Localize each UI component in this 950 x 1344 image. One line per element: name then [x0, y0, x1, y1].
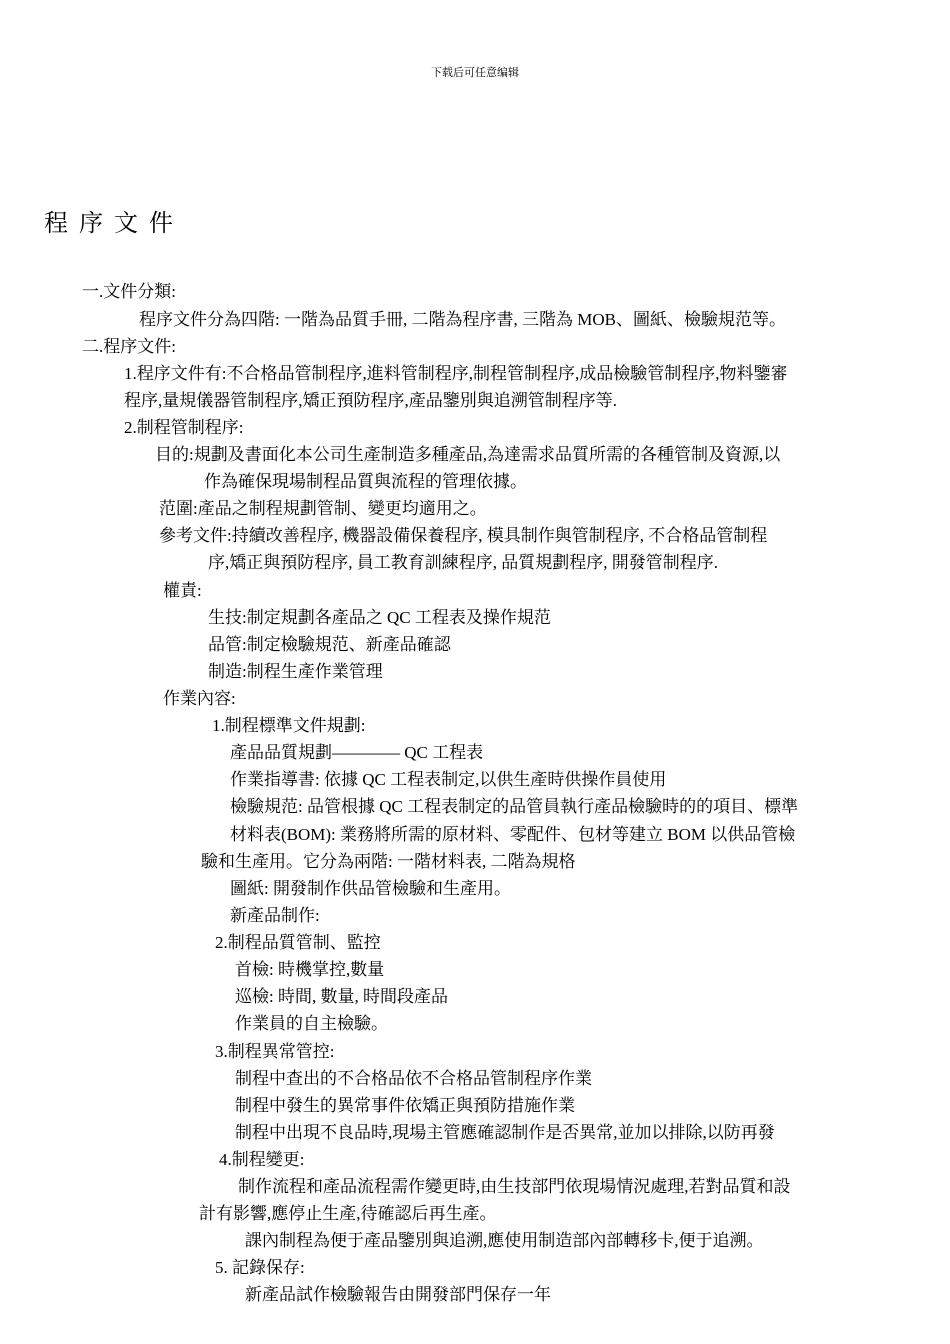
subsection-heading: 權責:	[163, 581, 202, 600]
paragraph-line: 計有影響,應停止生產,待確認后再生產。	[199, 1204, 497, 1223]
paragraph-line: 制程中出現不良品時,現場主管應確認制作是否異常,並加以排除,以防再發	[235, 1123, 775, 1142]
paragraph-line: 新產品制作:	[230, 906, 320, 925]
paragraph-line: 目的:規劃及書面化本公司生產制造多種產品,為達需求品質所需的各種管制及資源,以	[155, 445, 781, 464]
paragraph-line: 作業員的自主檢驗。	[235, 1014, 388, 1033]
paragraph-line: 程序文件分為四階: 一階為品質手冊, 二階為程序書, 三階為 MOB、圖紙、檢驗規范等。	[139, 310, 786, 329]
list-heading: 5. 記錄保存:	[215, 1258, 305, 1277]
paragraph-line: 巡檢: 時間, 數量, 時間段產品	[235, 987, 448, 1006]
subsection-heading: 2.制程管制程序:	[124, 418, 244, 437]
subsection-heading: 作業內容:	[163, 689, 236, 708]
section-heading: 二.程序文件:	[82, 337, 176, 356]
list-heading: 3.制程異常管控:	[215, 1042, 335, 1061]
paragraph-line: 圖紙: 開發制作供品管檢驗和生產用。	[230, 879, 511, 898]
paragraph-line: 制造:制程生產作業管理	[208, 662, 383, 681]
paragraph-line: 作為確保現場制程品質與流程的管理依據。	[204, 472, 527, 491]
paragraph-line: 范圍:產品之制程規劃管制、變更均適用之。	[159, 499, 487, 518]
paragraph-line: 制程中查出的不合格品依不合格品管制程序作業	[235, 1069, 592, 1088]
paragraph-line: 檢驗規范: 品管根據 QC 工程表制定的品管員執行產品檢驗時的的項目、標準	[230, 797, 799, 816]
paragraph-line: 新產品試作檢驗報告由開發部門保存一年	[245, 1285, 551, 1304]
paragraph-line: 1.程序文件有:不合格品管制程序,進料管制程序,制程管制程序,成品檢驗管制程序,物料鑒審	[124, 364, 788, 383]
paragraph-line: 產品品質規劃———— QC 工程表	[230, 743, 484, 762]
paragraph-line: 制程中發生的異常事件依矯正與預防措施作業	[235, 1096, 575, 1115]
paragraph-line: 制作流程和產品流程需作變更時,由生技部門依現場情況處理,若對品質和設	[238, 1177, 791, 1196]
paragraph-line: 材料表(BOM): 業務將所需的原材料、零配件、包材等建立 BOM 以供品管檢	[230, 825, 796, 844]
paragraph-line: 課內制程為便于產品鑒別與追溯,應使用制造部內部轉移卡,便于追溯。	[245, 1231, 764, 1250]
document-title: 程序文件	[44, 209, 184, 237]
section-heading: 一.文件分類:	[82, 282, 176, 301]
list-heading: 1.制程標準文件規劃:	[212, 716, 366, 735]
paragraph-line: 生技:制定規劃各產品之 QC 工程表及操作規范	[208, 608, 551, 627]
paragraph-line: 參考文件:持續改善程序, 機器設備保養程序, 模具制作與管制程序, 不合格品管制程	[159, 526, 768, 545]
list-heading: 2.制程品質管制、監控	[215, 933, 381, 952]
paragraph-line: 作業指導書: 依據 QC 工程表制定,以供生產時供操作員使用	[230, 770, 667, 789]
list-heading: 4.制程變更:	[219, 1150, 305, 1169]
paragraph-line: 程序,量規儀器管制程序,矯正預防程序,產品鑒別與追溯管制程序等.	[124, 391, 617, 410]
paragraph-line: 品管:制定檢驗規范、新產品確認	[208, 635, 451, 654]
paragraph-line: 驗和生產用。它分為兩階: 一階材料表, 二階為規格	[201, 852, 576, 871]
page-header-note: 下载后可任意编辑	[431, 66, 519, 79]
paragraph-line: 首檢: 時機掌控,數量	[235, 960, 385, 979]
paragraph-line: 序,矯正與預防程序, 員工教育訓練程序, 品質規劃程序, 開發管制程序.	[208, 553, 718, 572]
